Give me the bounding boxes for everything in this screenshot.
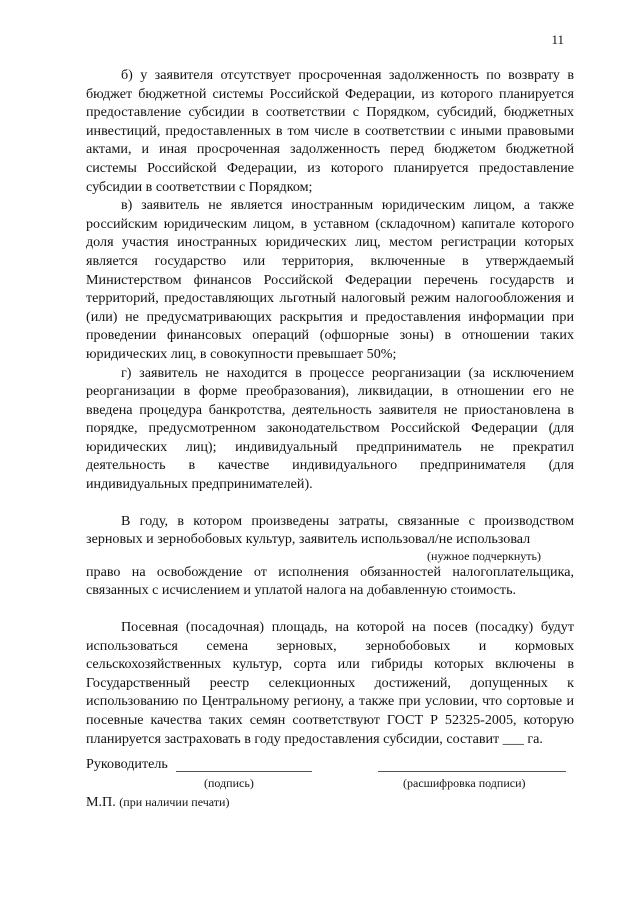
signature-caption: (подпись) <box>204 776 254 790</box>
signature-decoding-line <box>378 771 566 772</box>
signature-block <box>86 756 574 810</box>
stamp-note: (при наличии печати) <box>119 795 230 809</box>
page-number: 11 <box>551 32 564 47</box>
paragraph-b: б) у заявителя отсутствует просроченная задолженность по возврату в бюджет бюджетной системы Российской Федерации, из которого планируется предоставление субсидии в соответствии с Порядком, субсидий, бюджетных инвестиций, предоставленных в том числе в соответствии с иными правовыми актами, и иная просроченная задолженность перед бюджетом бюджетной системы Российской Федерации, из которого планируется предоставление субсидии в соответствии с Порядком; <box>86 67 574 195</box>
paragraph-vat-usage: В году, в котором произведены затраты, связанные с производством зерновых и зернобобовых культур, заявитель использовал/не использовал <box>86 512 574 548</box>
paragraph-vat-right: право на освобождение от исполнения обязанностей налогоплательщика, связанных с исчислением и уплатой налога на добавленную стоимость. <box>86 563 574 599</box>
paragraph-sowing-area: Посевная (посадочная) площадь, на которой на посев (посадку) будут использоваться семена зерновых, зернобобовых и кормовых сельскохозяйственных культур, сорта или гибриды которых включены в Государственный реестр селекционных достижений, допущенных к использованию по Центральному региону, а также при условии, что сортовые и посевные качества таких семян соответствуют ГОСТ Р 52325-2005, которую планируется застраховать в году предоставления субсидии, составит ___ га. <box>86 619 574 747</box>
underline-note: (нужное подчеркнуть) <box>427 548 541 563</box>
paragraph-g: г) заявитель не находится в процессе реорганизации (за исключением реорганизации в форме преобразования), ликвидации, в отношении его не введена процедура банкротства, деятельность заявителя не приостановлена в порядке, предусмотренном законодательством Российской Федерации (для юридических лиц); индивидуальный предприниматель не прекратил деятельность в качестве индивидуального предпринимателя (для индивидуальных предпринимателей). <box>86 364 574 493</box>
paragraph-v: в) заявитель не является иностранным юридическим лицом, а также российским юридическим лицом, в уставном (складочном) капитале которого доля участия иностранных юридических лиц, местом регистрации которых является государство или территория, включенные в утверждаемый Министерством финансов Российской Федерации перечень государств и территорий, предоставляющих льготный налоговый режим налогообложения и (или) не предусматривающих раскрытия и предоставления информации при проведении финансовых операций (офшорные зоны) в отношении таких юридических лиц, в совокупности превышает 50%; <box>86 197 574 362</box>
stamp-line <box>86 794 229 811</box>
signature-decoding-caption: (расшифровка подписи) <box>403 776 526 790</box>
document-body <box>86 66 574 748</box>
signature-label: Руководитель <box>86 756 168 772</box>
stamp-label: М.П. <box>86 794 116 810</box>
signature-line <box>176 771 312 772</box>
